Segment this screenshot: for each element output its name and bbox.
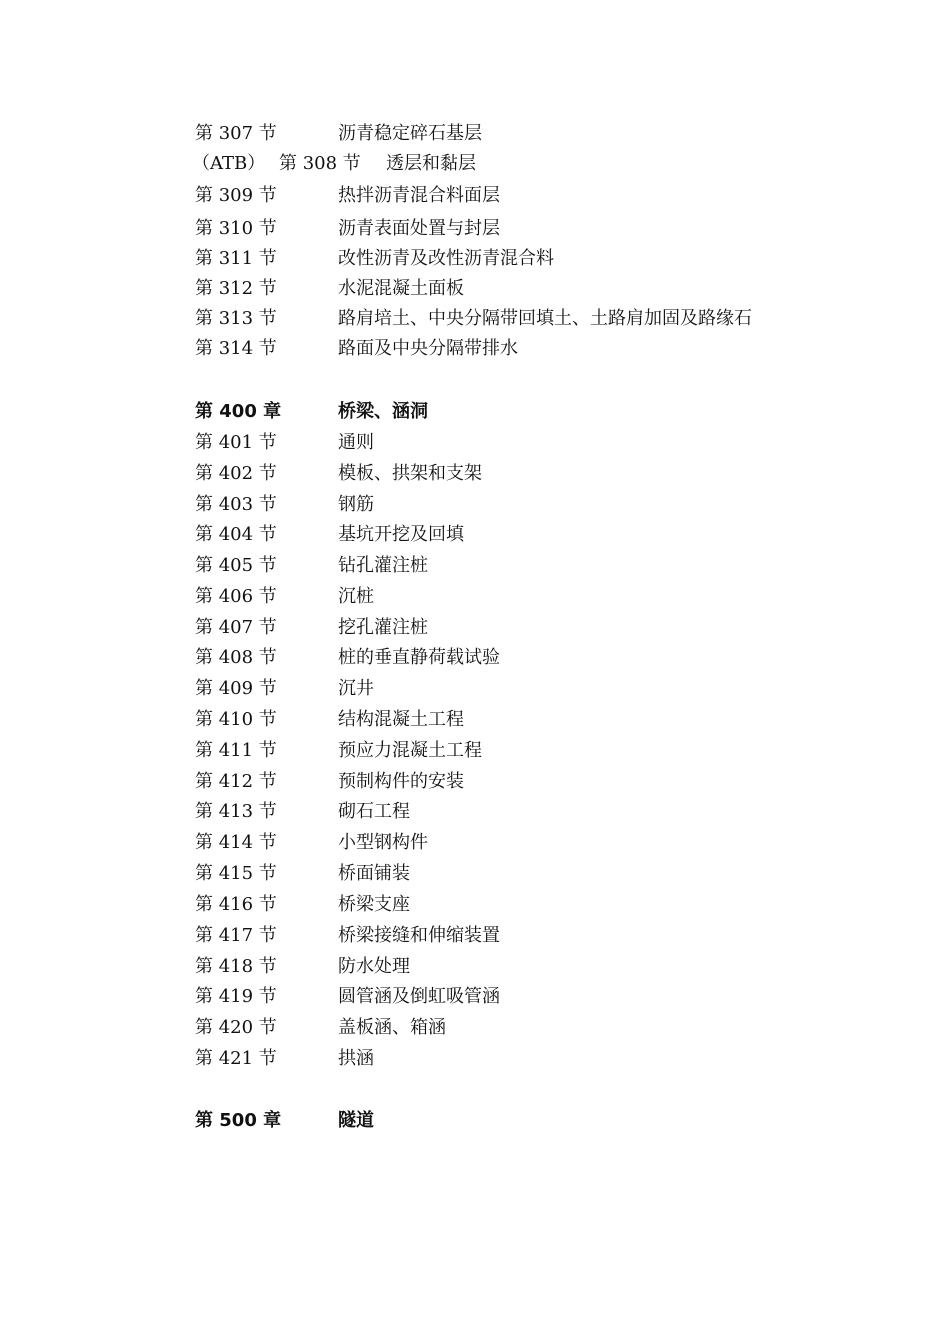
section-title: 模板、拱架和支架 xyxy=(338,463,482,484)
section-title: 盖板涵、箱涵 xyxy=(338,1017,446,1038)
section-number: 第 409 节 xyxy=(195,678,277,699)
section-title: 水泥混凝土面板 xyxy=(338,278,464,299)
chapter-number: 第 400 章 xyxy=(195,401,282,422)
section-title: 路肩培土、中央分隔带回填土、土路肩加固及路缘石 xyxy=(338,308,752,329)
toc-entry-415 xyxy=(195,859,835,889)
section-title: 桩的垂直静荷载试验 xyxy=(338,647,500,668)
toc-entry-413 xyxy=(195,797,835,827)
section-title: 结构混凝土工程 xyxy=(338,709,464,730)
toc-entry-411 xyxy=(195,736,835,766)
section-number: 第 421 节 xyxy=(195,1048,277,1069)
chapter-title: 隧道 xyxy=(338,1110,374,1131)
section-number: 第 413 节 xyxy=(195,801,277,822)
section-title: 拱涵 xyxy=(338,1048,374,1069)
toc-entry-309 xyxy=(195,181,835,211)
section-number: 第 313 节 xyxy=(195,308,277,329)
section-number: 第 418 节 xyxy=(195,956,277,977)
section-number: 第 310 节 xyxy=(195,218,277,239)
section-title: 沉桩 xyxy=(338,586,374,607)
section-title: 沥青表面处置与封层 xyxy=(338,218,500,239)
toc-entry-418 xyxy=(195,952,835,982)
section-title: 钻孔灌注桩 xyxy=(338,555,428,576)
chapter-number: 第 500 章 xyxy=(195,1110,282,1131)
section-number: 第 312 节 xyxy=(195,278,277,299)
section-number: 第 410 节 xyxy=(195,709,277,730)
section-title: 防水处理 xyxy=(338,956,410,977)
section-title: 桥梁支座 xyxy=(338,894,410,915)
section-title: 预制构件的安装 xyxy=(338,771,464,792)
section-title: 小型钢构件 xyxy=(338,832,428,853)
section-title: 钢筋 xyxy=(338,494,374,515)
section-prefix: （ATB） xyxy=(192,153,266,174)
toc-chapter-500 xyxy=(195,1106,835,1136)
toc-chapter-400 xyxy=(195,397,835,427)
toc-entry-403 xyxy=(195,490,835,520)
toc-entry-313 xyxy=(195,304,835,334)
section-title: 透层和黏层 xyxy=(386,153,476,174)
section-number: 第 412 节 xyxy=(195,771,277,792)
section-number: 第 405 节 xyxy=(195,555,277,576)
section-number: 第 404 节 xyxy=(195,524,277,545)
toc-entry-416 xyxy=(195,890,835,920)
toc-entry-311 xyxy=(195,244,835,274)
section-number: 第 408 节 xyxy=(195,647,277,668)
toc-entry-409 xyxy=(195,674,835,704)
section-number: 第 311 节 xyxy=(195,248,277,269)
section-title: 圆管涵及倒虹吸管涵 xyxy=(338,986,500,1007)
section-title: 沥青稳定碎石基层 xyxy=(338,123,482,144)
toc-entry-406 xyxy=(195,582,835,612)
section-number: 第 401 节 xyxy=(195,432,277,453)
section-number: 第 415 节 xyxy=(195,863,277,884)
toc-entry-408 xyxy=(195,643,835,673)
section-number: 第 314 节 xyxy=(195,338,277,359)
toc-entry-405 xyxy=(195,551,835,581)
section-title: 沉井 xyxy=(338,678,374,699)
section-number: 第 420 节 xyxy=(195,1017,277,1038)
toc-entry-414 xyxy=(195,828,835,858)
section-title: 通则 xyxy=(338,432,374,453)
toc-entry-420 xyxy=(195,1013,835,1043)
section-title: 路面及中央分隔带排水 xyxy=(338,338,518,359)
section-title: 热拌沥青混合料面层 xyxy=(338,185,500,206)
toc-entry-410 xyxy=(195,705,835,735)
section-title: 预应力混凝土工程 xyxy=(338,740,482,761)
section-number: 第 307 节 xyxy=(195,123,277,144)
chapter-title: 桥梁、涵洞 xyxy=(338,401,428,422)
section-title: 砌石工程 xyxy=(338,801,410,822)
section-title: 桥梁接缝和伸缩装置 xyxy=(338,925,500,946)
section-number: 第 411 节 xyxy=(195,740,277,761)
section-number: 第 403 节 xyxy=(195,494,277,515)
section-number: 第 414 节 xyxy=(195,832,277,853)
section-title: 改性沥青及改性沥青混合料 xyxy=(338,248,554,269)
section-number: 第 308 节 xyxy=(279,153,361,174)
toc-entry-419 xyxy=(195,982,835,1012)
section-number: 第 417 节 xyxy=(195,925,277,946)
toc-entry-310 xyxy=(195,214,835,244)
toc-entry-421 xyxy=(195,1044,835,1074)
toc-entry-312 xyxy=(195,274,835,304)
toc-entry-417 xyxy=(195,921,835,951)
section-number: 第 419 节 xyxy=(195,986,277,1007)
section-title: 挖孔灌注桩 xyxy=(338,617,428,638)
toc-entry-314 xyxy=(195,334,835,364)
toc-entry-401 xyxy=(195,428,835,458)
toc-entry-402 xyxy=(195,459,835,489)
toc-entry-404 xyxy=(195,520,835,550)
section-number: 第 407 节 xyxy=(195,617,277,638)
section-number: 第 406 节 xyxy=(195,586,277,607)
section-number: 第 416 节 xyxy=(195,894,277,915)
section-title: 桥面铺装 xyxy=(338,863,410,884)
section-number: 第 402 节 xyxy=(195,463,277,484)
section-title: 基坑开挖及回填 xyxy=(338,524,464,545)
section-number: 第 309 节 xyxy=(195,185,277,206)
toc-entry-412 xyxy=(195,767,835,797)
toc-entry-407 xyxy=(195,613,835,643)
toc-entry-307 xyxy=(195,119,835,149)
